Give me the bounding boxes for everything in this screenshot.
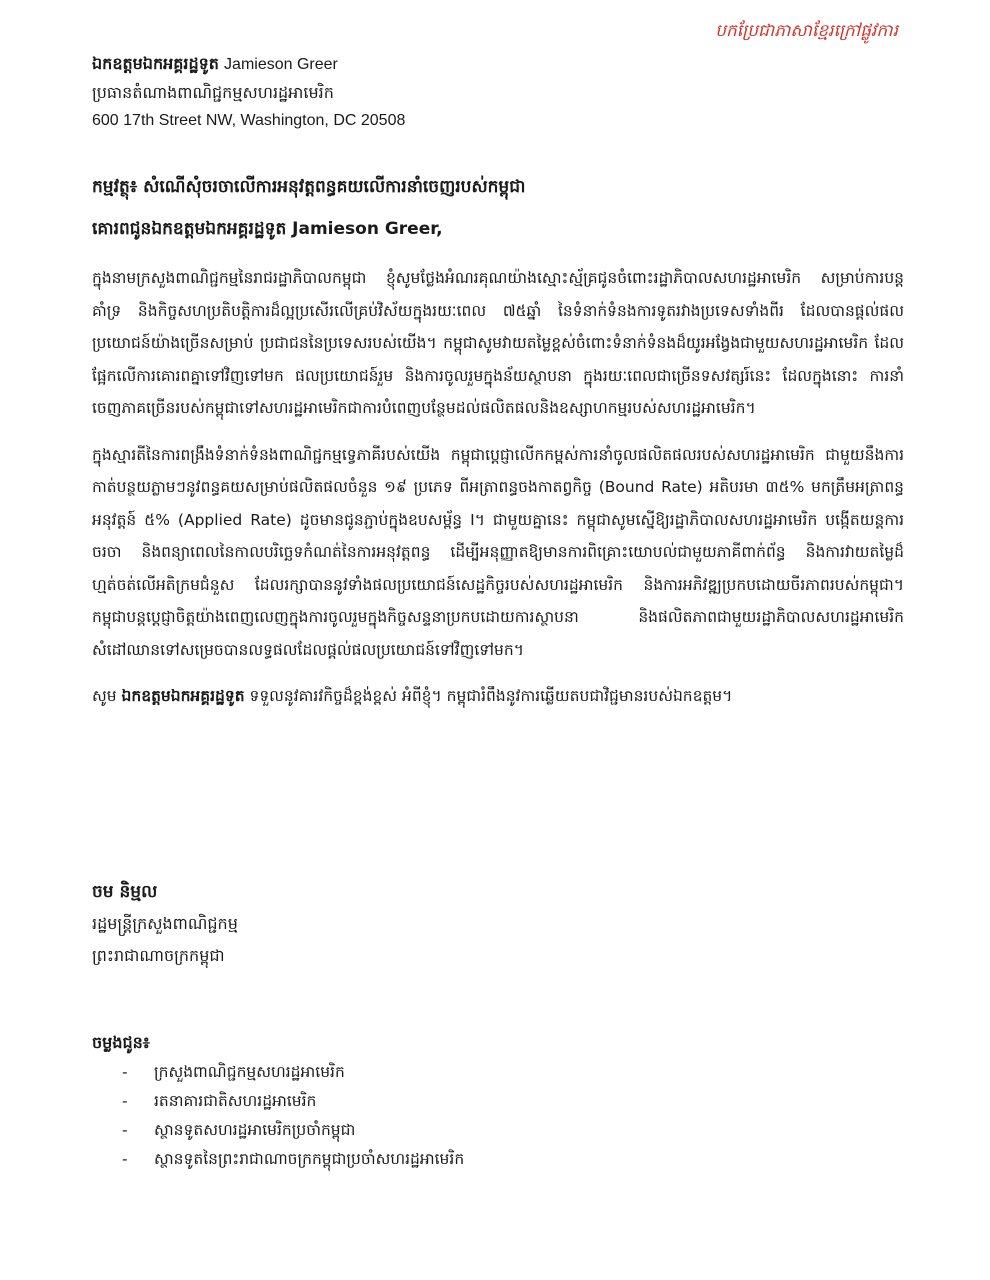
cc-list: [92, 1058, 792, 1174]
closing-paragraph: [92, 680, 904, 712]
closing-text: ទទួលនូវគារវកិច្ចដ៏ខ្ពង់ខ្ពស់ អំពីខ្ញុំ។ កម្ពុជារំពឹងនូវការឆ្លើយតបជាវិជ្ជមានរបស់ឯកឧត្តម។: [249, 687, 733, 705]
signature-block: [92, 876, 692, 972]
signatory-name: ចម និម្មល: [92, 882, 158, 902]
closing-title: ឯកឧត្តមឯកអគ្គរដ្ឋទូត: [121, 687, 245, 705]
cc-item: [122, 1058, 792, 1087]
recipient-address: 600 17th Street NW, Washington, DC 20508: [92, 112, 406, 129]
cc-item: [122, 1116, 792, 1145]
recipient-title: ឯកឧត្តមឯកអគ្គរដ្ឋទូត: [92, 54, 219, 73]
recipient-block: [92, 50, 912, 135]
cc-item-text: រតនាគារជាតិសហរដ្ឋអាមេរិក: [154, 1092, 317, 1110]
cc-item-text: ស្ថានទូតនៃព្រះរាជាណាចក្រកម្ពុជាប្រចាំសហរដ្ឋអាមេរិក: [154, 1150, 465, 1168]
cc-item-text: ក្រសួងពាណិជ្ជកម្មសហរដ្ឋអាមេរិក: [154, 1063, 345, 1081]
signatory-position: រដ្ឋមន្ត្រីក្រសួងពាណិជ្ជកម្ម: [92, 914, 238, 933]
dash-bullet-icon: -: [122, 1063, 128, 1081]
cc-title: ចម្លងជូន៖: [92, 1033, 150, 1052]
body-paragraph: ក្នុងនាមក្រសួងពាណិជ្ជកម្មនៃរាជរដ្ឋាភិបាលកម្ពុជា ខ្ញុំសូមថ្លែងអំណរគុណយ៉ាងស្មោះស្ម័គ្រជូនចំពោះរដ្ឋាភិបាលសហរដ្ឋអាមេរិក សម្រាប់ការបន្តគាំទ្រ និងកិច្ចសហប្រតិបត្តិការដ៏ល្អប្រសើរលើគ្រប់វិស័យក្នុងរយៈពេល ៧៥ឆ្នាំ នៃទំនាក់ទំនងការទូតរវាងប្រទេសទាំងពីរ ដែលបានផ្តល់ផលប្រយោជន៍យ៉ាងច្រើនសម្រាប់ ប្រជាជននៃប្រទេសរបស់យើង។ កម្ពុជាសូមវាយតម្លៃខ្ពស់ចំពោះទំនាក់ទំនងដ៏យូរអង្វែងជាមួយសហរដ្ឋអាមេរិក ដែលផ្អែកលើការគោរពគ្នាទៅវិញទៅមក ផលប្រយោជន៍រួម និងការចូលរួមក្នុងន័យស្ថាបនា ក្នុងរយៈពេលជាច្រើនទសវត្សរ៍នេះ ដែលក្នុងនោះ ការនាំចេញភាគច្រើនរបស់កម្ពុជាទៅសហរដ្ឋអាមេរិកជាការបំពេញបន្ថែមដល់ផលិតផលនិងឧស្សាហកម្មរបស់សហរដ្ឋអាមេរិក។: [92, 269, 904, 417]
letter-body: [92, 262, 904, 712]
signatory-organization: ព្រះរាជាណាចក្រកម្ពុជា: [92, 946, 225, 965]
body-paragraph: ក្នុងស្មារតីនៃការពង្រឹងទំនាក់ទំនងពាណិជ្ជកម្មទ្វេភាគីរបស់យើង កម្ពុជាប្តេជ្ញាលើកកម្ពស់ការនាំចូលផលិតផលរបស់សហរដ្ឋអាមេរិក ជាមួយនឹងការកាត់បន្ថយភ្លាមៗនូវពន្ធគយសម្រាប់ផលិតផលចំនួន ១៩ ប្រភេទ ពីអត្រាពន្ធចងកាតព្វកិច្ច (Bound Rate) អតិបរមា ៣៥% មកត្រឹមអត្រាពន្ធអនុវត្តន៍ ៥% (Applied Rate) ដូចមានជូនភ្ជាប់ក្នុងឧបសម្ព័ន្ធ I។ ជាមួយគ្នានេះ កម្ពុជាសូមស្នើឱ្យរដ្ឋាភិបាលសហរដ្ឋអាមេរិក បង្កើតយន្តការចរចា និងពន្យាពេលនៃកាលបរិច្ឆេទកំណត់នៃការអនុវត្តពន្ធ ដើម្បីអនុញ្ញាតឱ្យមានការពិគ្រោះយោបល់ជាមួយភាគីពាក់ព័ន្ធ និងការវាយតម្លៃដ៏ហ្មត់ចត់លើអតិក្រមជំនួស ដែលរក្សាបាននូវទាំងផលប្រយោជន៍សេដ្ឋកិច្ចរបស់សហរដ្ឋអាមេរិក និងការអភិវឌ្ឍប្រកបដោយចីរភាពរបស់កម្ពុជា។ កម្ពុជាបន្តប្តេជ្ញាចិត្តយ៉ាងពេញលេញក្នុងការចូលរួមក្នុងកិច្ចសន្ទនាប្រកបដោយការស្ថាបនា និងផលិតភាពជាមួយរដ្ឋាភិបាលសហរដ្ឋអាមេរិក សំដៅឈានទៅសម្រេចបានលទ្ធផលដែលផ្តល់ផលប្រយោជន៍ទៅវិញទៅមក។: [92, 445, 904, 659]
recipient-name: Jamieson Greer: [224, 56, 338, 73]
salutation: គោរពជូនឯកឧត្តមឯកអគ្គរដ្ឋទូត Jamieson Greer,: [92, 219, 443, 239]
dash-bullet-icon: -: [122, 1150, 128, 1168]
subject-line: កម្មវត្ថុ៖ សំណើសុំចរចាលើការអនុវត្តពន្ធគយលើការនាំចេញរបស់កម្ពុជា: [92, 177, 526, 197]
cc-item: [122, 1087, 792, 1116]
cc-block: [92, 1028, 792, 1174]
cc-item: [122, 1145, 792, 1174]
cc-item-text: ស្ថានទូតសហរដ្ឋអាមេរិកប្រចាំកម្ពុជា: [154, 1121, 356, 1139]
recipient-position: ប្រធានតំណាងពាណិជ្ជកម្មសហរដ្ឋអាមេរិក: [92, 83, 334, 102]
closing-prefix: សូម: [92, 687, 117, 705]
recipient-title-line: [92, 50, 912, 79]
dash-bullet-icon: -: [122, 1092, 128, 1110]
dash-bullet-icon: -: [122, 1121, 128, 1139]
unofficial-translation-note: បកប្រែជាភាសាខ្មែរក្រៅផ្លូវការ: [715, 21, 898, 41]
